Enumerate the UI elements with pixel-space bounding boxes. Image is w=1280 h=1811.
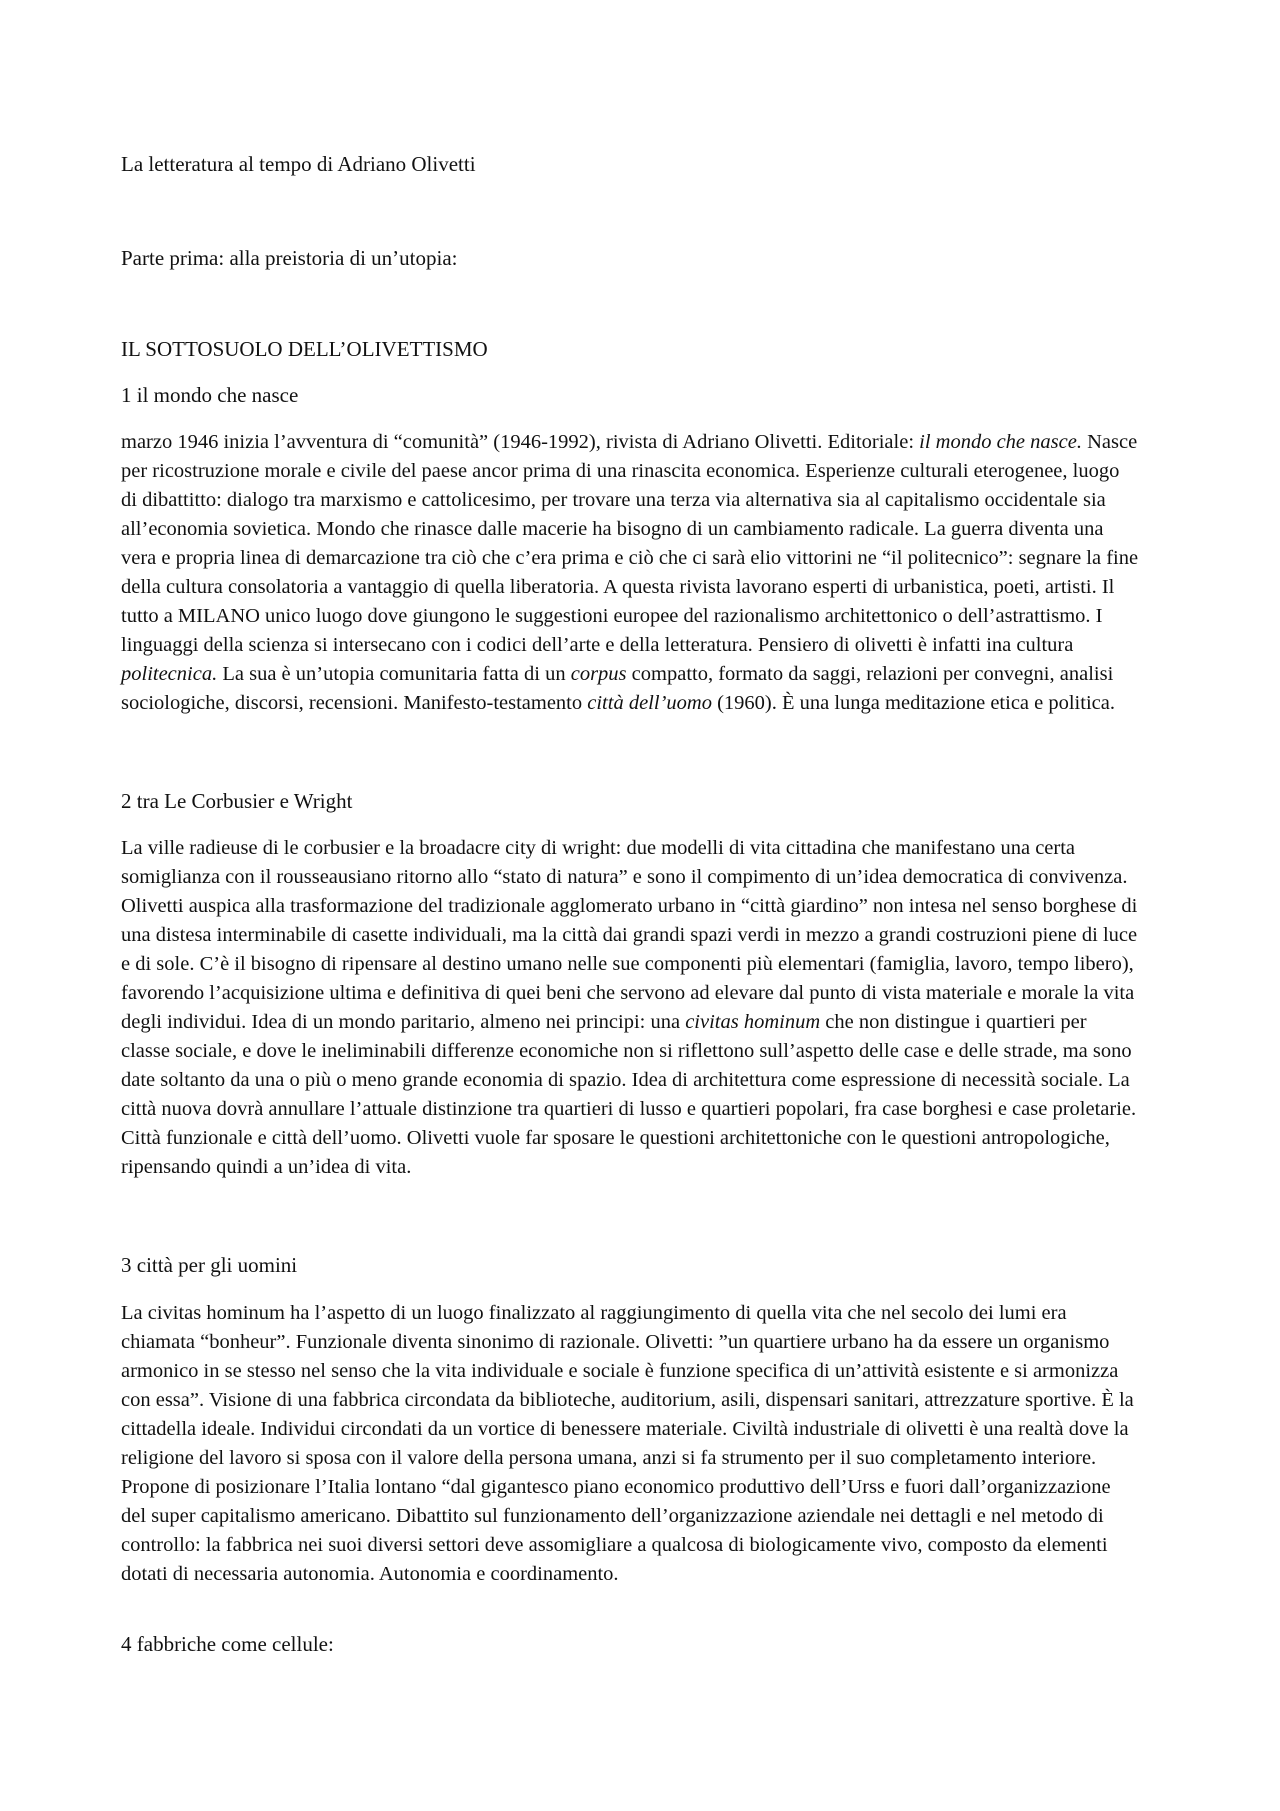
section-body-3 (121, 1299, 1139, 1589)
text-run: La ville radieuse di le corbusier e la broadacre city di wright: due modelli di vita cittadina che manifestano una certa somiglianza con il rousseausiano ritorno allo “stato di natura” e sono il compimento di un’idea democratica di convivenza. Olivetti auspica alla trasformazione del tradizionale agglomerato urbano in “città giardino” non intesa nel senso borghese di una distesa interminabile di casette individuali, ma la città dai grandi spazi verdi in mezzo a grandi costruzioni piene di luce e di sole. C’è il bisogno di ripensare al destino umano nelle sue componenti più elementari (famiglia, lavoro, tempo libero), favorendo l’acquisizione ultima e definitiva di quei beni che servono ad elevare dal punto di vista materiale e morale la vita degli individui. Idea di un mondo paritario, almeno nei principi: una (121, 837, 1138, 1033)
subsection-heading-3: 3 città per gli uomini (121, 1253, 298, 1277)
document-title: La letteratura al tempo di Adriano Olivetti (121, 152, 476, 176)
section-body-2 (121, 834, 1139, 1182)
italic-text-run: città dell’uomo (587, 692, 712, 714)
text-run: La sua è un’utopia comunitaria fatta di un (217, 663, 571, 685)
italic-text-run: civitas hominum (685, 1011, 821, 1033)
subsection-heading-4: 4 fabbriche come cellule: (121, 1632, 334, 1656)
text-run: marzo 1946 inizia l’avventura di “comunità” (1946-1992), rivista di Adriano Olivetti. Editoriale: (121, 431, 920, 453)
part-title: Parte prima: alla preistoria di un’utopia: (121, 246, 458, 270)
italic-text-run: politecnica. (121, 663, 218, 685)
section-body-1 (121, 428, 1139, 718)
text-run: che non distingue i quartieri per classe sociale, e dove le ineliminabili differenze economiche non si riflettono sull’aspetto delle case e delle strade, ma sono date soltanto da una o più o meno grande economia di spazio. Idea di architettura come espressione di necessità sociale. La città nuova dovrà annullare l’attuale distinzione tra quartieri di lusso e quartieri popolari, fra case borghesi e case proletarie. Città funzionale e città dell’uomo. Olivetti vuole far sposare le questioni architettoniche con le questioni antropologiche, ripensando quindi a un’idea di vita. (121, 1011, 1137, 1178)
section-heading: IL SOTTOSUOLO DELL’OLIVETTISMO (121, 337, 488, 361)
subsection-heading-2: 2 tra Le Corbusier e Wright (121, 789, 353, 813)
text-run: La civitas hominum ha l’aspetto di un luogo finalizzato al raggiungimento di quella vita che nel secolo dei lumi era chiamata “bonheur”. Funzionale diventa sinonimo di razionale. Olivetti: ”un quartiere urbano ha da essere un organismo armonico in se stesso nel senso che la vita individuale e sociale è funzione specifica di un’attività esistente e si armonizza con essa”. Visione di una fabbrica circondata da biblioteche, auditorium, asili, dispensari sanitari, attrezzature sportive. È la cittadella ideale. Individui circondati da un vortice di benessere materiale. Civiltà industriale di olivetti è una realtà dove la religione del lavoro si sposa con il valore della persona umana, anzi si fa strumento per il suo completamento interiore. Propone di posizionare l’Italia lontano “dal gigantesco piano economico produttivo dell’Urss e fuori dall’organizzazione del super capitalismo americano. Dibattito sul funzionamento dell’organizzazione aziendale nei dettagli e nel metodo di controllo: la fabbrica nei suoi diversi settori deve assomigliare a qualcosa di biologicamente vivo, composto da elementi dotati di necessaria autonomia. Autonomia e coordinamento. (121, 1302, 1134, 1585)
italic-text-run: il mondo che nasce. (919, 431, 1082, 453)
text-run: compatto, formato da saggi, relazioni per convegni, analisi sociologiche, discorsi, recensioni. Manifesto-testamento (121, 663, 1114, 714)
italic-text-run: corpus (570, 663, 627, 685)
subsection-heading-1: 1 il mondo che nasce (121, 383, 299, 407)
text-run: (1960). È una lunga meditazione etica e politica. (711, 692, 1115, 714)
text-run: Nasce per ricostruzione morale e civile del paese ancor prima di una rinascita economica. Esperienze culturali eterogenee, luogo di dibattitto: dialogo tra marxismo e cattolicesimo, per trovare una terza via alternativa sia al capitalismo occidentale sia all’economia sovietica. Mondo che rinasce dalle macerie ha bisogno di un cambiamento radicale. La guerra diventa una vera e propria linea di demarcazione tra ciò che c’era prima e ciò che ci sarà elio vittorini ne “il politecnico”: segnare la fine della cultura consolatoria a vantaggio di quella liberatoria. A questa rivista lavorano esperti di urbanistica, poeti, artisti. Il tutto a MILANO unico luogo dove giungono le suggestioni europee del razionalismo architettonico o dell’astrattismo. I linguaggi della scienza si intersecano con i codici dell’arte e della letteratura. Pensiero di olivetti è infatti ina cultura (121, 431, 1139, 656)
